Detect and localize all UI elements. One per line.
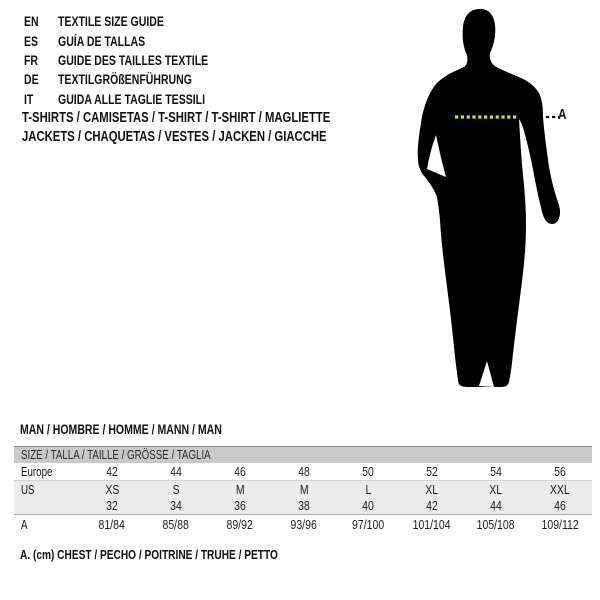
cell-value: 81/84 xyxy=(98,517,126,532)
cell-value: 40 xyxy=(362,499,374,513)
language-row-en xyxy=(24,12,251,31)
cell-value: 44 xyxy=(490,499,502,513)
cell-value: 42 xyxy=(426,499,438,513)
table-row-europe xyxy=(14,463,592,481)
cell-value: 101/104 xyxy=(413,517,451,532)
language-row-fr xyxy=(24,51,251,70)
silhouette-svg xyxy=(415,5,565,395)
chest-footnote: A. (cm) CHEST / PECHO / POITRINE / TRUHE / PETTO xyxy=(20,547,278,562)
cell-value: XL xyxy=(425,482,439,497)
cell-value: XXL xyxy=(550,482,570,497)
cell-value: 38 xyxy=(298,499,310,513)
cell-value: L xyxy=(365,482,371,497)
cell-value: S xyxy=(172,482,180,497)
cell-value: 46 xyxy=(234,464,246,479)
language-label: GUIDE DES TAILLES TEXTILE xyxy=(58,52,209,68)
category-line-jackets: JACKETS / CHAQUETAS / VESTES / JACKEN / GIACCHE xyxy=(22,129,327,145)
language-code: ES xyxy=(24,33,39,49)
cell-value: M xyxy=(299,482,309,497)
cell-value: 105/108 xyxy=(477,517,515,532)
cell-value: 34 xyxy=(170,499,182,513)
cell-value: 46 xyxy=(554,499,566,513)
table-row-chest-a xyxy=(14,515,592,534)
cell-value: XS xyxy=(104,482,120,497)
cell-value: 44 xyxy=(170,464,182,479)
cell-value: 42 xyxy=(106,464,118,479)
language-label: GUÍA DE TALLAS xyxy=(58,33,146,49)
language-label: TEXTILGRÖßENFÜHRUNG xyxy=(58,72,192,88)
cell-value: 109/112 xyxy=(541,517,579,532)
man-silhouette xyxy=(418,9,560,387)
table-row-us xyxy=(14,481,592,498)
cell-value: 56 xyxy=(554,464,566,479)
language-code: EN xyxy=(24,14,39,30)
cell-value: XL xyxy=(489,482,503,497)
language-row-it xyxy=(24,90,251,109)
cell-value: 52 xyxy=(426,464,438,479)
category-line-tshirts: T-SHIRTS / CAMISETAS / T-SHIRT / T-SHIRT / MAGLIETTE xyxy=(22,110,331,126)
measure-label-a: A xyxy=(558,106,567,123)
cell-value: 97/100 xyxy=(351,517,385,532)
size-table xyxy=(14,446,592,534)
language-code: FR xyxy=(24,52,39,68)
garment-categories xyxy=(22,109,417,147)
row-label: A xyxy=(21,517,28,532)
cell-value: 32 xyxy=(106,499,118,513)
language-row-de xyxy=(24,70,251,89)
cell-value: 36 xyxy=(234,499,246,513)
size-table-header-row xyxy=(14,447,592,463)
cell-value: 48 xyxy=(298,464,310,479)
row-label: Europe xyxy=(21,464,53,479)
language-label: GUIDA ALLE TAGLIE TESSILI xyxy=(58,91,206,107)
section-title-man: MAN / HOMBRE / HOMME / MANN / MAN xyxy=(20,422,222,437)
row-label: US xyxy=(21,482,35,497)
cell-value: 89/92 xyxy=(226,517,254,532)
cell-value: 85/88 xyxy=(162,517,190,532)
language-code: IT xyxy=(24,91,34,107)
language-list xyxy=(24,12,251,109)
language-row-es xyxy=(24,31,251,50)
language-code: DE xyxy=(24,72,39,88)
language-label: TEXTILE SIZE GUIDE xyxy=(58,14,164,30)
table-row-numeric xyxy=(14,498,592,515)
cell-value: 93/96 xyxy=(290,517,318,532)
cell-value: 54 xyxy=(490,464,502,479)
cell-value: 50 xyxy=(362,464,374,479)
cell-value: M xyxy=(235,482,245,497)
male-silhouette-figure xyxy=(415,5,565,395)
size-table-header: SIZE / TALLA / TAILLE / GRÖSSE / TAGLIA xyxy=(21,448,211,462)
